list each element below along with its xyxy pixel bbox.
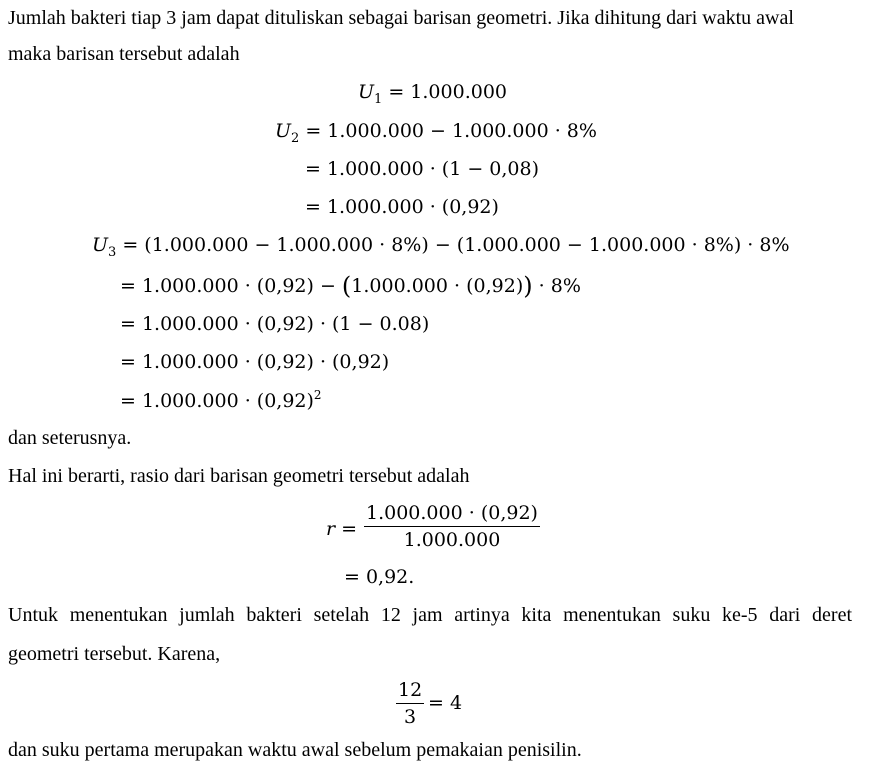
u3-step-1-part-a: = 1.000.000 · (0,92) − bbox=[120, 275, 342, 297]
u-symbol: U bbox=[275, 120, 292, 142]
ratio-numerator: 1.000.000 · (0,92) bbox=[366, 502, 538, 524]
equation-u3-step-4 bbox=[120, 387, 322, 417]
paragraph-intro-line-2: maka barisan tersebut adalah bbox=[8, 43, 240, 65]
paragraph-intro-line-1: Jumlah bakteri tiap 3 jam dapat dituliskan sebagai barisan geometri. Jika dihitung dari waktu awal bbox=[8, 7, 794, 29]
equation-u3-step-3: = 1.000.000 · (0,92) · (0,92) bbox=[120, 351, 390, 373]
u3-step-1-part-c: · 8% bbox=[532, 275, 581, 297]
time-denominator: 3 bbox=[403, 706, 417, 728]
equation-u2 bbox=[275, 117, 597, 148]
equation-u2-step-2: = 1.000.000 · (0,92) bbox=[305, 196, 499, 218]
equation-u1 bbox=[358, 78, 507, 109]
u3-step-4-exponent: 2 bbox=[313, 388, 322, 402]
u1-rhs: = 1.000.000 bbox=[382, 81, 507, 103]
ratio-fraction bbox=[364, 500, 540, 553]
paragraph-rasio: Hal ini berarti, rasio dari barisan geometri tersebut adalah bbox=[8, 465, 470, 487]
paragraph-suku-ke-5-line-1: Untuk menentukan jumlah bakteri setelah 12 jam artinya kita menentukan suku ke-5 dari deret bbox=[8, 604, 852, 626]
u2-rhs: = 1.000.000 − 1.000.000 · 8% bbox=[299, 120, 597, 142]
time-result: = 4 bbox=[428, 692, 463, 714]
ratio-lhs bbox=[326, 515, 357, 543]
u-symbol: U bbox=[358, 81, 375, 103]
u3-step-1-part-b: 1.000.000 · (0,92) bbox=[351, 275, 524, 297]
time-fraction bbox=[396, 677, 424, 730]
time-numerator: 12 bbox=[398, 679, 423, 701]
u3-index: 3 bbox=[108, 245, 117, 260]
paragraph-suku-pertama: dan suku pertama merupakan waktu awal sebelum pemakaian penisilin. bbox=[8, 739, 582, 761]
paragraph-dan-seterusnya: dan seterusnya. bbox=[8, 427, 132, 449]
equation-u3 bbox=[92, 231, 790, 262]
u2-index: 2 bbox=[291, 131, 300, 146]
paragraph-suku-ke-5-line-2: geometri tersebut. Karena, bbox=[8, 643, 221, 665]
equation-u2-step-1: = 1.000.000 · (1 − 0,08) bbox=[305, 158, 539, 180]
ratio-denominator: 1.000.000 bbox=[403, 529, 501, 551]
u3-step-4-base: = 1.000.000 · (0,92) bbox=[120, 390, 314, 412]
u-symbol: U bbox=[92, 234, 109, 256]
equation-u3-step-1 bbox=[120, 270, 581, 300]
u1-index: 1 bbox=[374, 92, 383, 107]
ratio-result: = 0,92. bbox=[344, 566, 415, 588]
equation-u3-step-2: = 1.000.000 · (0,92) · (1 − 0.08) bbox=[120, 313, 430, 335]
big-close-paren: ) bbox=[523, 272, 533, 300]
u3-rhs: = (1.000.000 − 1.000.000 · 8%) − (1.000.000 − 1.000.000 · 8%) · 8% bbox=[116, 234, 790, 256]
big-open-paren: ( bbox=[341, 272, 352, 300]
r-equals: = bbox=[335, 518, 358, 540]
r-symbol: r bbox=[326, 518, 336, 540]
